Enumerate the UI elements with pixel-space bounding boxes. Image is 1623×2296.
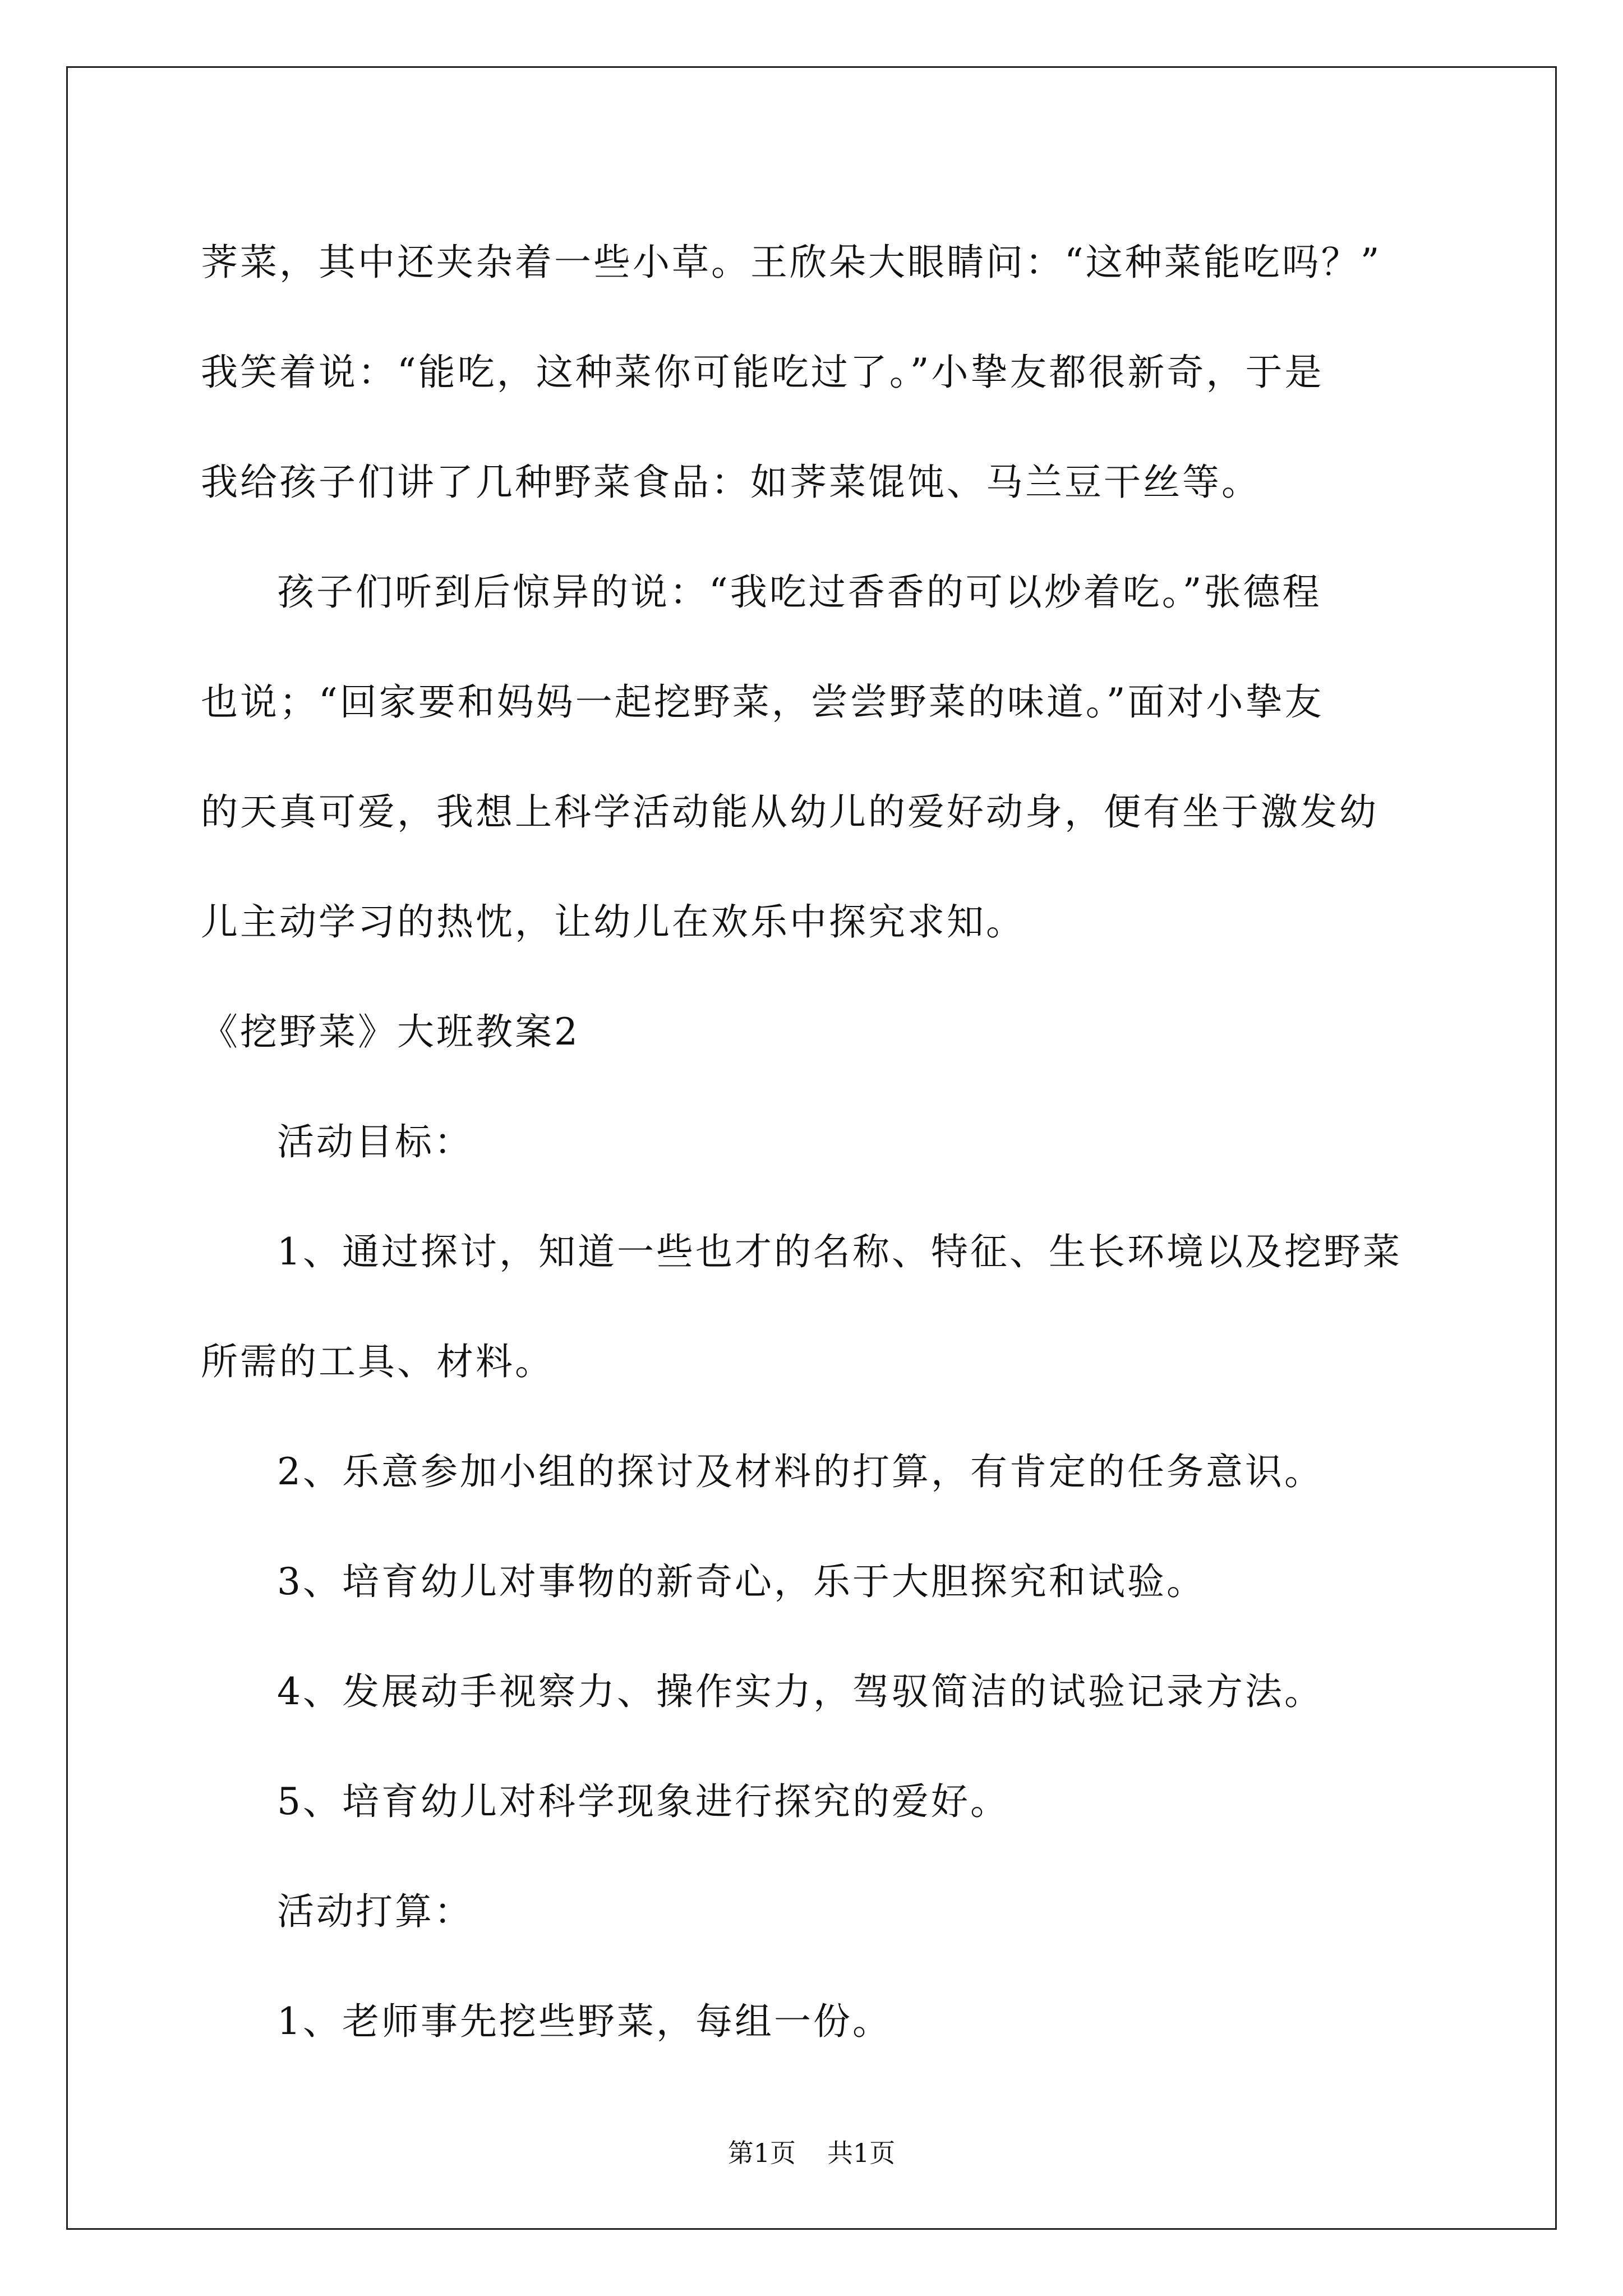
paragraph-line: 儿主动学习的热忱，让幼儿在欢乐中探究求知。 — [201, 900, 1025, 944]
section-heading: 活动目标： — [277, 1120, 473, 1163]
list-item: 2、乐意参加小组的探讨及材料的打算，有肯定的任务意识。 — [277, 1450, 1324, 1493]
page-number-total: 共1页 — [827, 2138, 896, 2168]
page-number-current: 第1页 — [727, 2138, 796, 2168]
list-item: 4、发展动手视察力、操作实力，驾驭简洁的试验记录方法。 — [277, 1670, 1324, 1713]
paragraph-line: 我笑着说：“能吃，这种菜你可能吃过了。”小挚友都很新奇，于是 — [201, 351, 1324, 394]
list-item: 3、培育幼儿对事物的新奇心，乐于大胆探究和试验。 — [277, 1560, 1206, 1603]
document-body — [201, 208, 1435, 2077]
list-item: 1、通过探讨，知道一些也才的名称、特征、生长环境以及挖野菜 — [277, 1230, 1402, 1273]
list-item: 5、培育幼儿对科学现象进行探究的爱好。 — [277, 1780, 1009, 1823]
section-title: 《挖野菜》大班教案2 — [201, 1010, 580, 1053]
paragraph-line: 我给孩子们讲了几种野菜食品：如荠菜馄饨、马兰豆干丝等。 — [201, 461, 1261, 504]
paragraph-line: 孩子们听到后惊异的说：“我吃过香香的可以炒着吃。”张德程 — [277, 570, 1322, 614]
list-item: 1、老师事先挖些野菜，每组一份。 — [277, 2000, 892, 2043]
section-heading: 活动打算： — [277, 1890, 473, 1933]
page-footer — [0, 2136, 1623, 2170]
list-item-continuation: 所需的工具、材料。 — [201, 1340, 554, 1383]
paragraph-line: 也说；“回家要和妈妈一起挖野菜，尝尝野菜的味道。”面对小挚友 — [201, 680, 1324, 724]
paragraph-line: 的天真可爱，我想上科学活动能从幼儿的爱好动身，便有坐于激发幼 — [201, 790, 1378, 834]
paragraph-line: 荠菜，其中还夹杂着一些小草。王欣朵大眼睛问：“这种菜能吃吗？” — [201, 241, 1382, 284]
